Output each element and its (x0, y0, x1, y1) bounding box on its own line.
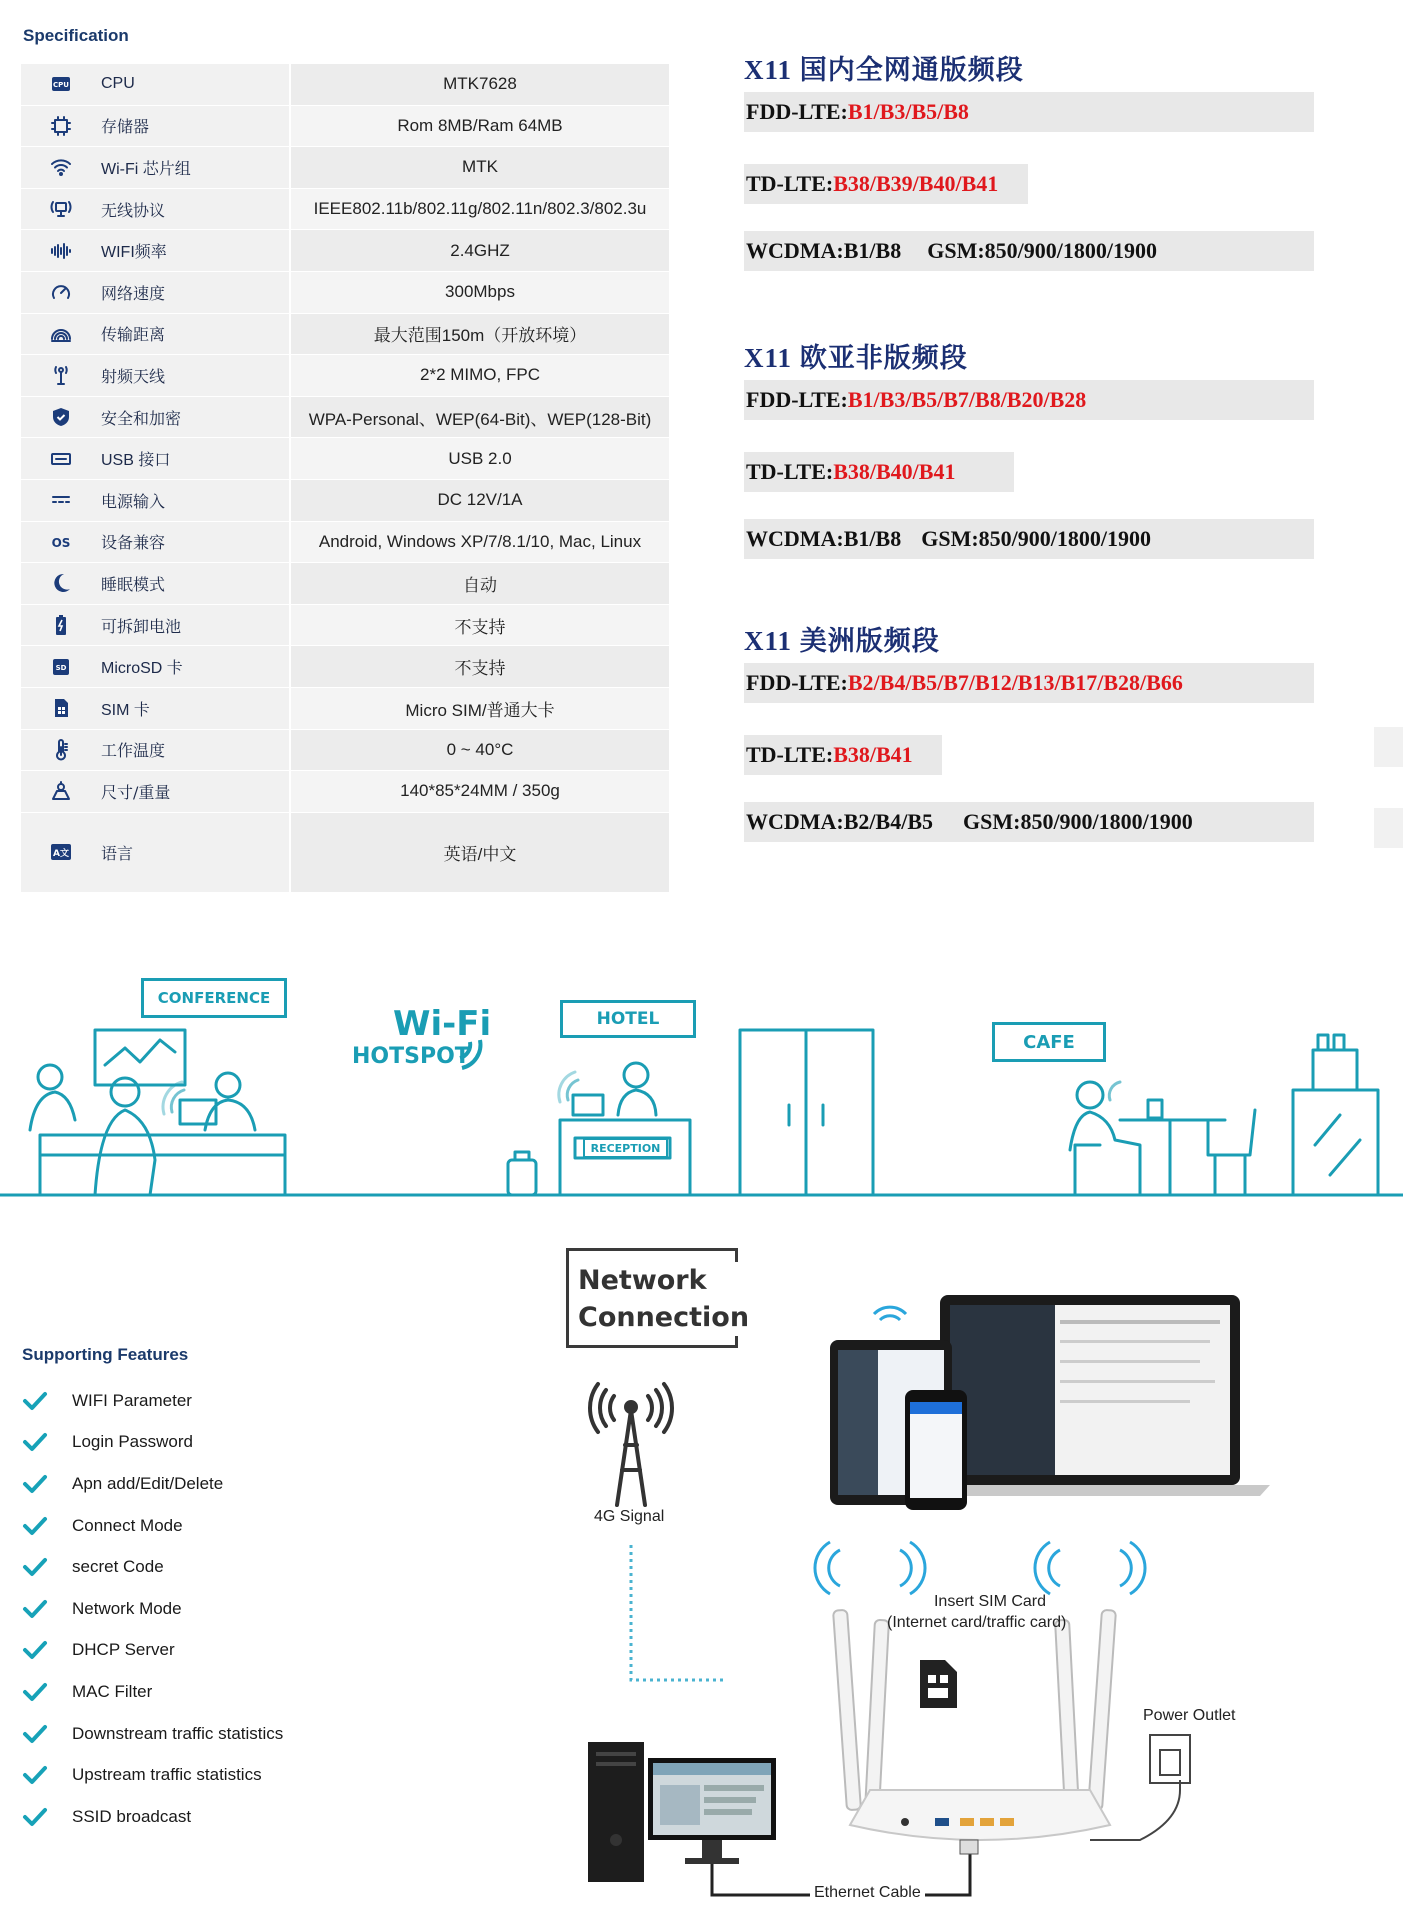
band-title: X11 国内全网通版频段 (744, 55, 1024, 85)
band-td-value: B38/B39/B40/B41 (833, 171, 999, 196)
signal-dashed-line (631, 1545, 725, 1680)
spec-label-cell (21, 688, 289, 729)
feature-text: WIFI Parameter (72, 1390, 192, 1410)
usage-scenes (0, 960, 1403, 1210)
feature-text: Upstream traffic statistics (72, 1765, 262, 1785)
feature-text: SSID broadcast (72, 1806, 192, 1826)
weight-icon (47, 777, 75, 805)
spec-label-cell (21, 522, 289, 563)
usb-icon (47, 445, 75, 473)
band-gsm: GSM:850/900/1800/1900 (927, 238, 1157, 263)
spec-label: 无线协议 (101, 200, 166, 220)
spec-value: Android, Windows XP/7/8.1/10, Mac, Linux (291, 522, 669, 563)
band-wcdma-line (744, 519, 1314, 559)
spec-label: 设备兼容 (101, 533, 166, 553)
thermometer-icon (47, 736, 75, 764)
network-title-line2: Connection (578, 1302, 750, 1333)
spec-label-cell (21, 730, 289, 771)
microsd-icon (47, 653, 75, 681)
spec-label: 睡眠模式 (101, 574, 166, 594)
sim-card-icon (920, 1660, 957, 1708)
spec-row (21, 397, 669, 439)
spec-label: MicroSD 卡 (101, 660, 183, 678)
spec-label: USB 接口 (101, 452, 171, 470)
spec-label-cell (21, 355, 289, 396)
os-icon (47, 528, 75, 556)
protocol-icon (47, 195, 75, 223)
router-icon (815, 1542, 1145, 1840)
spec-row (21, 106, 669, 148)
spec-label-cell (21, 397, 289, 438)
hotel-label: HOTEL (560, 1000, 696, 1038)
feature-text: MAC Filter (72, 1681, 153, 1701)
spec-label-cell (21, 646, 289, 687)
spec-value: DC 12V/1A (291, 480, 669, 521)
features-title: Supporting Features (22, 1345, 189, 1364)
ethernet-label: Ethernet Cable (810, 1884, 925, 1902)
band-wcdma: WCDMA:B1/B8 (746, 238, 902, 263)
spec-row (21, 64, 669, 106)
spec-value: USB 2.0 (291, 438, 669, 479)
spec-label: CPU (101, 75, 135, 93)
spec-value: MTK7628 (291, 64, 669, 105)
signal-label: 4G Signal (594, 1508, 665, 1525)
spec-value: MTK (291, 147, 669, 188)
band-td-label: TD-LTE: (746, 742, 834, 767)
spec-value: 不支持 (291, 646, 669, 687)
band-fdd-line (744, 92, 1314, 132)
band-fdd-value: B1/B3/B5/B7/B8/B20/B28 (847, 387, 1087, 412)
hotspot-text: HOTSPOT (352, 1044, 470, 1069)
spec-value: 不支持 (291, 605, 669, 646)
spec-label-cell (21, 64, 289, 105)
feature-text: Apn add/Edit/Delete (72, 1473, 224, 1493)
spec-label: 工作温度 (101, 741, 166, 761)
spec-value: Rom 8MB/Ram 64MB (291, 106, 669, 147)
spec-label: 射频天线 (101, 366, 166, 386)
phone-icon (905, 1390, 967, 1510)
spec-label-cell (21, 314, 289, 355)
spec-value: IEEE802.11b/802.11g/802.11n/802.3/802.3u (291, 189, 669, 230)
spec-row (21, 563, 669, 605)
cpu-icon (47, 70, 75, 98)
band-fdd-value: B1/B3/B5/B8 (847, 99, 969, 124)
band-fdd-value: B2/B4/B5/B7/B12/B13/B17/B28/B66 (847, 670, 1183, 695)
band-group-eurasia (744, 336, 1314, 375)
spec-row (21, 480, 669, 522)
shield-icon (47, 403, 75, 431)
spec-row (21, 771, 669, 813)
spec-label-cell (21, 106, 289, 147)
range-icon (47, 320, 75, 348)
desktop-pc-icon (588, 1742, 776, 1882)
power-icon (47, 486, 75, 514)
band-td-label: TD-LTE: (746, 459, 834, 484)
spec-row (21, 730, 669, 772)
band-wcdma: WCDMA:B1/B8 (746, 526, 902, 551)
speed-icon (47, 278, 75, 306)
specification-table (21, 64, 669, 893)
network-diagram (0, 1280, 1403, 1900)
cell-tower-icon (590, 1384, 672, 1505)
band-wcdma-line (744, 802, 1314, 842)
band-td-line (744, 452, 1014, 492)
spec-label-cell (21, 189, 289, 230)
spec-label: 可拆卸电池 (101, 616, 182, 636)
battery-icon (47, 611, 75, 639)
band-fdd-line (744, 663, 1314, 703)
spec-label: 传输距离 (101, 325, 166, 345)
band-gsm: GSM:850/900/1800/1900 (921, 526, 1151, 551)
band-fdd-label: FDD-LTE: (746, 387, 848, 412)
band-td-value: B38/B40/B41 (833, 459, 956, 484)
band-group-americas (744, 619, 1314, 658)
feature-text: Downstream traffic statistics (72, 1723, 284, 1743)
spec-label-cell (21, 813, 289, 892)
band-fdd-line (744, 380, 1314, 420)
spec-value: 140*85*24MM / 350g (291, 771, 669, 812)
power-outlet-label: Power Outlet (1143, 1707, 1236, 1724)
spec-label: SIM 卡 (101, 701, 150, 719)
spec-label: 尺寸/重量 (101, 782, 171, 802)
spec-value: WPA-Personal、WEP(64-Bit)、WEP(128-Bit) (291, 397, 669, 438)
reception-label: RECEPTION (583, 1138, 668, 1158)
antenna-icon (47, 361, 75, 389)
band-wcdma-line (744, 231, 1314, 271)
spec-label: Wi-Fi 芯片组 (101, 160, 191, 178)
spec-row (21, 646, 669, 688)
band-title: X11 欧亚非版频段 (744, 343, 968, 373)
band-wcdma: WCDMA:B2/B4/B5 (746, 809, 933, 834)
spec-row (21, 813, 669, 893)
spec-label: 电源输入 (101, 491, 166, 511)
band-td-value: B38/B41 (833, 742, 913, 767)
sim-label-line1: Insert SIM Card (933, 1593, 1047, 1610)
spec-row (21, 688, 669, 730)
band-fdd-label: FDD-LTE: (746, 99, 848, 124)
spec-value: 自动 (291, 563, 669, 604)
band-td-line (744, 735, 942, 775)
moon-icon (47, 569, 75, 597)
spec-value: 0 ~ 40°C (291, 730, 669, 771)
spec-label: 安全和加密 (101, 408, 182, 428)
language-icon (47, 838, 75, 866)
sd-icon-text: SD (55, 663, 67, 672)
band-td-label: TD-LTE: (746, 171, 834, 196)
band-gsm: GSM:850/900/1800/1900 (963, 809, 1193, 834)
network-title-line1: Network (578, 1265, 707, 1296)
spec-label-cell (21, 438, 289, 479)
language-icon-text: A文 (53, 849, 69, 860)
spec-row (21, 147, 669, 189)
spec-value: 300Mbps (291, 272, 669, 313)
spec-label: 网络速度 (101, 283, 166, 303)
spec-row (21, 522, 669, 564)
spec-label: 语言 (101, 843, 134, 863)
spec-label-cell (21, 230, 289, 271)
spec-label: WIFI频率 (101, 244, 167, 262)
sim-icon (47, 694, 75, 722)
wifi-icon (47, 153, 75, 181)
edge-fragment (1374, 727, 1403, 767)
spec-value: 英语/中文 (291, 813, 669, 892)
spec-label-cell (21, 147, 289, 188)
cafe-label: CAFE (992, 1022, 1106, 1062)
spec-row (21, 189, 669, 231)
sim-label-line2: (Internet card/traffic card) (887, 1614, 1067, 1631)
spec-label: 存储器 (101, 117, 150, 137)
band-fdd-label: FDD-LTE: (746, 670, 848, 695)
band-title: X11 美洲版频段 (744, 626, 940, 656)
spec-label-cell (21, 771, 289, 812)
cpu-icon-text: CPU (53, 81, 69, 90)
feature-text: Network Mode (72, 1598, 182, 1618)
spec-value: 最大范围150m（开放环境） (291, 314, 669, 355)
spec-label-cell (21, 563, 289, 604)
edge-fragment (1374, 808, 1403, 848)
band-td-line (744, 164, 1028, 204)
spec-row (21, 272, 669, 314)
spec-label-cell (21, 480, 289, 521)
os-icon-text: OS (51, 535, 71, 550)
wifi-hotspot-logo (352, 1004, 491, 1069)
band-group-domestic (744, 48, 1314, 87)
spec-row (21, 438, 669, 480)
spec-value: 2.4GHZ (291, 230, 669, 271)
spec-row (21, 355, 669, 397)
specification-title: Specification (23, 26, 129, 45)
feature-text: Connect Mode (72, 1515, 183, 1535)
feature-text: Login Password (72, 1432, 193, 1452)
spec-value: Micro SIM/普通大卡 (291, 688, 669, 729)
conference-label: CONFERENCE (141, 978, 287, 1018)
chip-icon (47, 112, 75, 140)
spec-row (21, 230, 669, 272)
frequency-icon (47, 237, 75, 265)
feature-text: DHCP Server (72, 1640, 175, 1660)
spec-row (21, 605, 669, 647)
spec-label-cell (21, 272, 289, 313)
wifi-logo-text: Wi-Fi (393, 1004, 492, 1044)
spec-value: 2*2 MIMO, FPC (291, 355, 669, 396)
feature-text: secret Code (72, 1557, 164, 1577)
spec-row (21, 314, 669, 356)
spec-label-cell (21, 605, 289, 646)
